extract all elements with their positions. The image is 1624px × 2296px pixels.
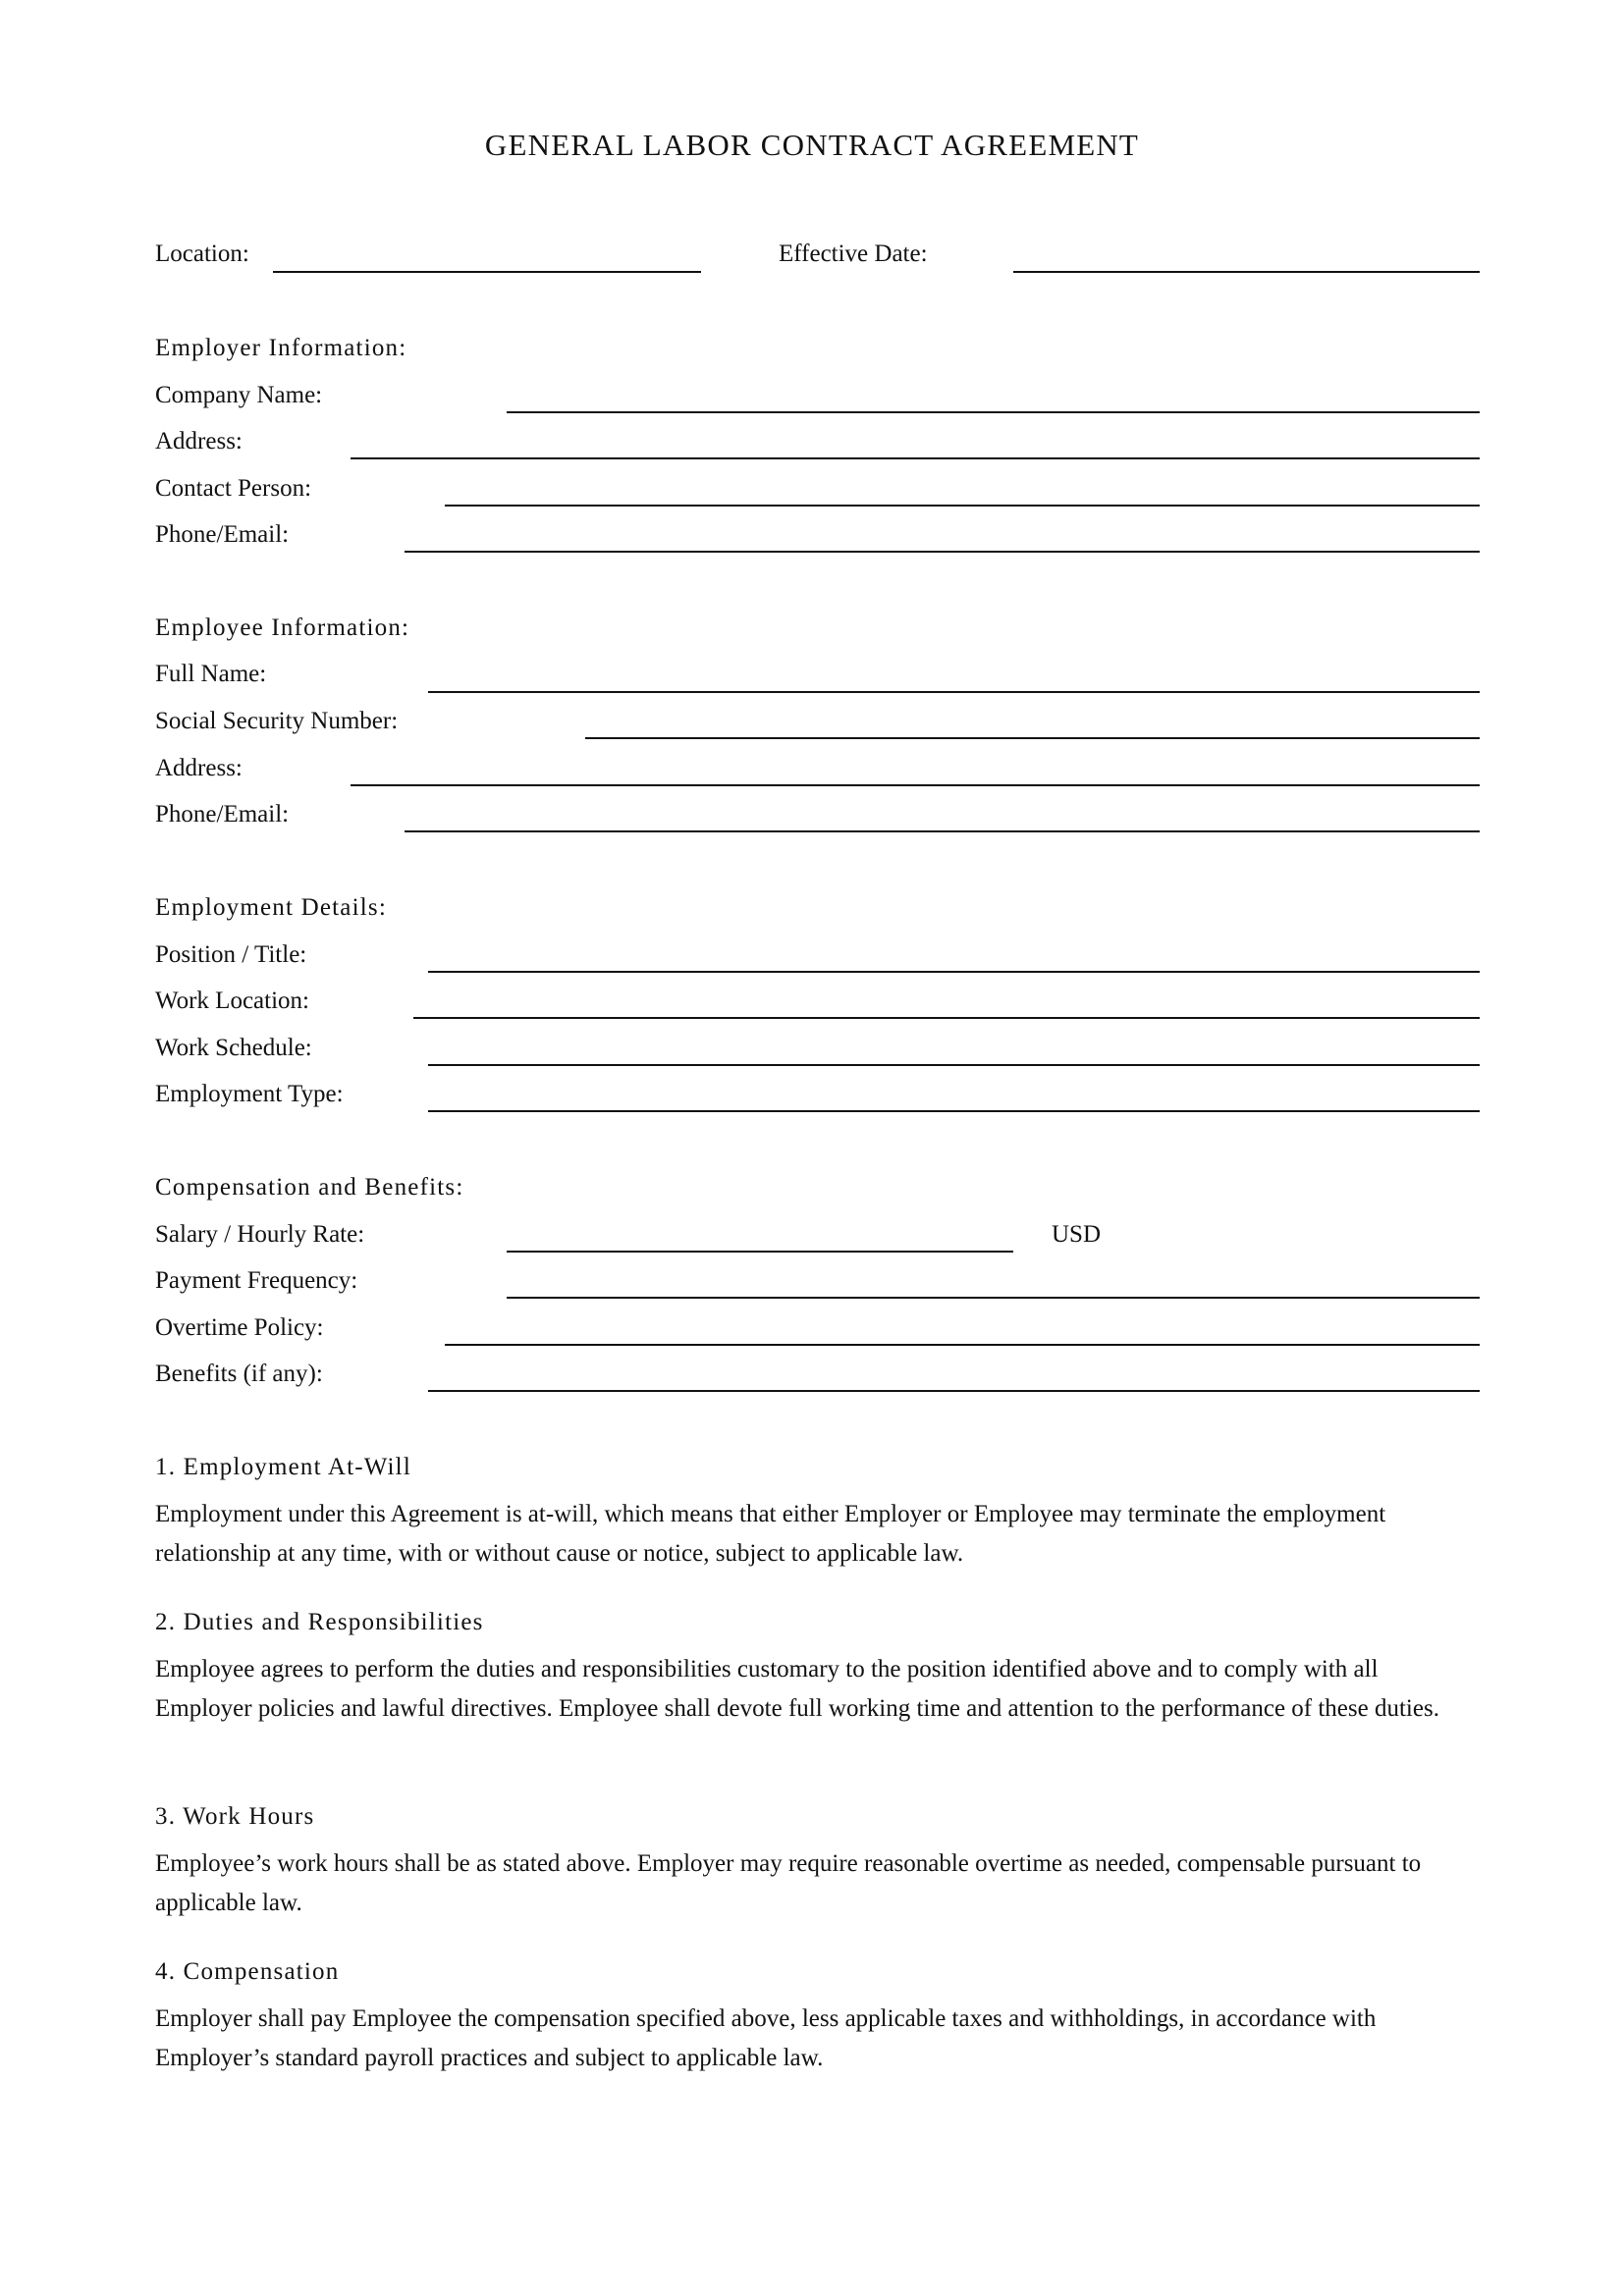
work-location-field[interactable] bbox=[413, 1017, 1480, 1019]
employer-contact-person-field[interactable] bbox=[445, 505, 1480, 507]
employer-company-name-field[interactable] bbox=[507, 411, 1480, 413]
employee-section-heading: Employee Information: bbox=[155, 614, 410, 641]
clause-heading: 4. Compensation bbox=[155, 1958, 340, 1985]
clause-heading: 2. Duties and Responsibilities bbox=[155, 1609, 484, 1635]
employee-ssn-field[interactable] bbox=[585, 737, 1480, 739]
clause-text: Employment under this Agreement is at-will, which means that either Employer or Employee may terminate the employment relationship at any time, with or without cause or notice, subject to applicable law. bbox=[155, 1501, 1386, 1567]
salary-rate-field[interactable] bbox=[507, 1251, 1013, 1253]
effective-date-label: Effective Date: bbox=[779, 240, 928, 267]
employment-type-label: Employment Type: bbox=[155, 1081, 344, 1107]
benefits-label: Benefits (if any): bbox=[155, 1361, 323, 1387]
employee-phone-email-field[interactable] bbox=[405, 830, 1480, 832]
payment-frequency-label: Payment Frequency: bbox=[155, 1267, 358, 1294]
clause-heading: 1. Employment At-Will bbox=[155, 1454, 411, 1480]
employee-full-name-field[interactable] bbox=[428, 691, 1480, 693]
clause-text: Employer shall pay Employee the compensation specified above, less applicable taxes and withholdings, in accordance with Employer’s standard payroll practices and subject to applicable law. bbox=[155, 2005, 1377, 2071]
clause-heading: 3. Work Hours bbox=[155, 1803, 315, 1830]
work-location-label: Work Location: bbox=[155, 988, 309, 1014]
employee-ssn-label: Social Security Number: bbox=[155, 708, 399, 734]
overtime-policy-label: Overtime Policy: bbox=[155, 1314, 324, 1341]
employer-phone-email-field[interactable] bbox=[405, 551, 1480, 553]
employer-address-label: Address: bbox=[155, 428, 243, 454]
document-title: GENERAL LABOR CONTRACT AGREEMENT bbox=[484, 128, 1140, 162]
employment-type-field[interactable] bbox=[428, 1110, 1480, 1112]
employer-contact-person-label: Contact Person: bbox=[155, 475, 312, 502]
position-title-label: Position / Title: bbox=[155, 941, 307, 968]
benefits-field[interactable] bbox=[428, 1390, 1480, 1392]
employment-section-heading: Employment Details: bbox=[155, 894, 387, 921]
location-field[interactable] bbox=[273, 271, 701, 273]
overtime-policy-field[interactable] bbox=[445, 1344, 1480, 1346]
employee-phone-email-label: Phone/Email: bbox=[155, 801, 290, 828]
position-title-field[interactable] bbox=[428, 971, 1480, 973]
employee-address-field[interactable] bbox=[351, 784, 1480, 786]
location-label: Location: bbox=[155, 240, 249, 267]
clause-text: Employee’s work hours shall be as stated above. Employer may require reasonable overtime as needed, compensable pursuant to applicable law. bbox=[155, 1850, 1422, 1916]
work-schedule-label: Work Schedule: bbox=[155, 1035, 312, 1061]
effective-date-field[interactable] bbox=[1013, 271, 1480, 273]
employer-address-field[interactable] bbox=[351, 457, 1480, 459]
compensation-section-heading: Compensation and Benefits: bbox=[155, 1174, 464, 1201]
employee-address-label: Address: bbox=[155, 755, 243, 781]
employer-company-name-label: Company Name: bbox=[155, 382, 323, 408]
employer-section-heading: Employer Information: bbox=[155, 335, 407, 361]
salary-rate-label: Salary / Hourly Rate: bbox=[155, 1221, 365, 1248]
employer-phone-email-label: Phone/Email: bbox=[155, 521, 290, 548]
clause-text: Employee agrees to perform the duties and responsibilities customary to the position identified above and to comply with all Employer policies and lawful directives. Employee shall devote full working time and attention to the performance of these duties. bbox=[155, 1656, 1439, 1722]
currency-label: USD bbox=[1052, 1221, 1102, 1248]
employee-full-name-label: Full Name: bbox=[155, 661, 267, 687]
work-schedule-field[interactable] bbox=[428, 1064, 1480, 1066]
payment-frequency-field[interactable] bbox=[507, 1297, 1480, 1299]
